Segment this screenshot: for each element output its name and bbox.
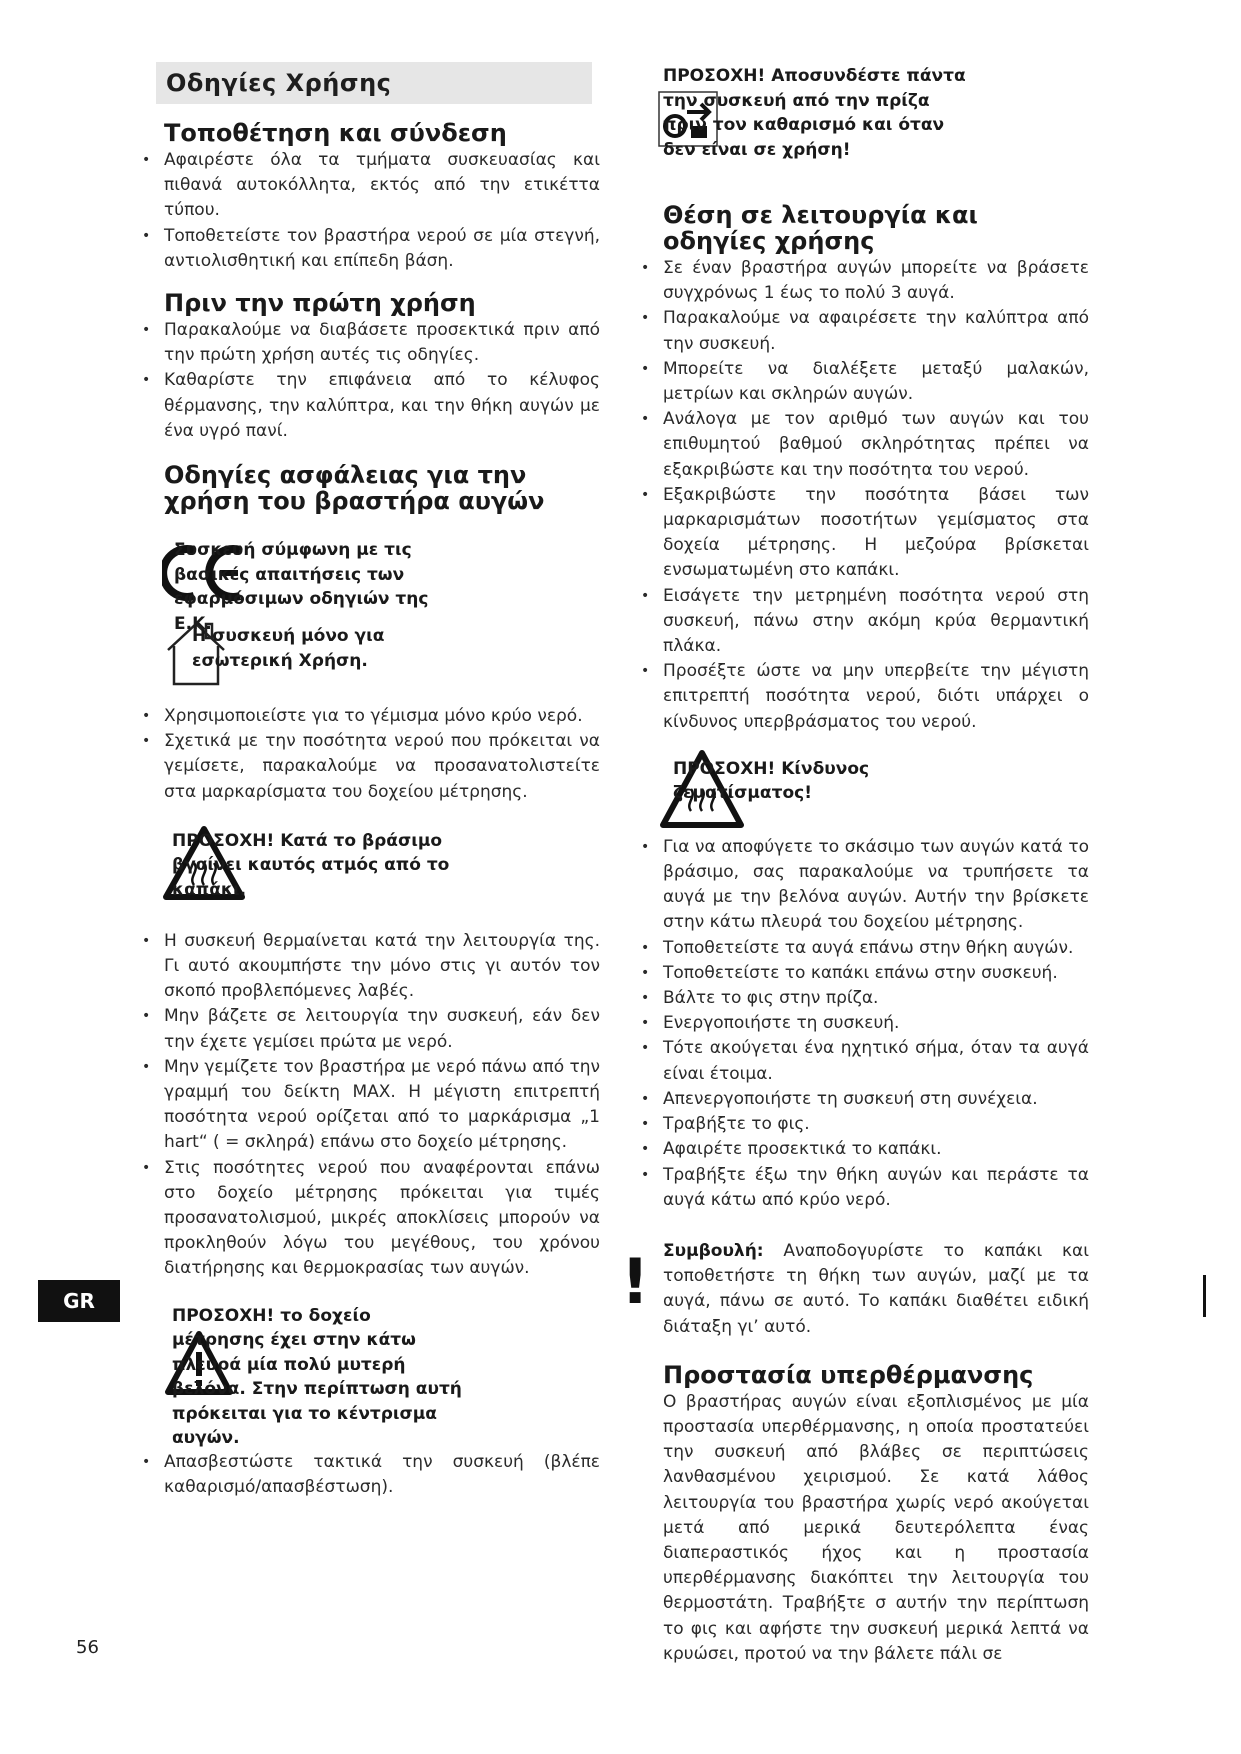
list-item: • Για να αποφύγετε το σκάσιμο των αυγών κατά το βράσιμο, σας παρακαλούμε να τρυπήσετε τα αυγά με την βελόνα αυγών. Αυτήν την βρίσκετε στην κάτω πλευρά του δοχείου μέτρησης. xyxy=(663,835,1089,936)
scald-warning-text: ΠΡΟΣΟΧΗ! Κίνδυνος ζεματίσματος! xyxy=(673,758,870,804)
needle-warning xyxy=(164,1304,600,1449)
heading-operation: Θέση σε λειτουργία και οδηγίες χρήσης xyxy=(663,201,978,255)
tip-paragraph xyxy=(663,1239,1089,1340)
needle-warning-text: ΠΡΟΣΟΧΗ! το δοχείο μέτρησης έχει στην κάτω πλευρά μία πολύ μυτερή βελόνα. Στην περίπτωση αυτή πρόκειται για το κέντρισμα αυγών. xyxy=(172,1305,462,1449)
list-item: • Τοποθετείστε τα αυγά επάνω στην θήκη αυγών. xyxy=(663,936,1089,961)
steam-warning-text: ΠΡΟΣΟΧΗ! Κατά το βράσιμο βγαίνει καυτός ατμός από το καπάκι. xyxy=(172,830,450,900)
steam-warning xyxy=(164,829,600,903)
unplug-warning xyxy=(663,64,1089,182)
list-safety-b xyxy=(164,929,600,1282)
tip-label: Συμβουλή: xyxy=(663,1240,764,1261)
exclamation-icon: ! xyxy=(621,1244,650,1318)
list-item: • Αφαιρέτε προσεκτικά το καπάκι. xyxy=(663,1137,1089,1162)
indoor-notice xyxy=(164,624,600,692)
list-item: • Ενεργοποιήστε τη συσκευή. xyxy=(663,1011,1089,1036)
list-item: • Αφαιρέστε όλα τα τμήματα συσκευασίας και πιθανά αυτοκόλλητα, εκτός από την ετικέττα τύπου. xyxy=(164,148,600,224)
list-item: • Μην γεμίζετε τον βραστήρα με νερό πάνω από την γραμμή του δείκτη MAX. Η μέγιστη επιτρεπτή ποσότητα νερού ορίζεται από το μαρκάρισμα „1 hart“ ( = σκληρά) επάνω στο δοχείο μέτρησης. xyxy=(164,1055,600,1156)
edge-marker xyxy=(1203,1275,1206,1317)
list-item: • Καθαρίστε την επιφάνεια από το κέλυφος θέρμανσης, την καλύπτρα, και την θήκη αυγών με ένα υγρό πανί. xyxy=(164,368,600,444)
list-item: • Σε έναν βραστήρα αυγών μπορείτε να βράσετε συγχρόνως 1 έως το πολύ 3 αυγά. xyxy=(663,256,1089,306)
indoor-text: Η συσκευή μόνο για εσωτερική Χρήση. xyxy=(192,626,385,671)
tip-block xyxy=(621,1239,1089,1340)
list-item: • Απασβεστώστε τακτικά την συσκευή (βλέπε καθαρισμό/απασβέστωση). xyxy=(164,1450,600,1500)
page-number: 56 xyxy=(76,1637,99,1658)
left-column xyxy=(140,62,600,1500)
heading-overheat: Προστασία υπερθέρμανσης xyxy=(663,1360,1034,1389)
overheat-paragraph: Ο βραστήρας αυγών είναι εξοπλισμένος με μία προστασία υπερθέρμανσης, η οποία προστατεύει την συσκευή από βλάβες σε περιπτώσεις λανθασμένου χειρισμού. Σε κατά λάθος λειτουργία του βραστήρα χωρίς νερό ακούγεται μετά από μερικά δευτερόλεπτα ένας διαπεραστικός ήχος και η προστασία υπερθέρμανσης διακόπτει την λειτουργία του θερμοστάτη. Τραβήξτε σ αυτήν την περίπτωση το φις και αφήστε την συσκευή μερικά λεπτά να κρυώσει, προτού να την βάλετε πάλι σε xyxy=(663,1391,1089,1664)
list-item: • Μην βάζετε σε λειτουργία την συσκευή, εάν δεν την έχετε γεμίσει πρώτα με νερό. xyxy=(164,1004,600,1054)
list-item: • Μπορείτε να διαλέξετε μεταξύ μαλακών, μετρίων και σκληρών αυγών. xyxy=(663,357,1089,407)
list-first-use xyxy=(164,318,600,444)
list-item: • Παρακαλούμε να διαβάσετε προσεκτικά πριν από την πρώτη χρήση αυτές τις οδηγίες. xyxy=(164,318,600,368)
scald-warning xyxy=(663,757,1089,835)
list-item: • Εισάγετε την μετρημένη ποσότητα νερού στη συσκευή, πάνω στην ακόμη κρύα θερμαντική πλάκα. xyxy=(663,584,1089,660)
list-safety-c xyxy=(164,1450,600,1500)
right-column xyxy=(621,62,1089,1667)
list-item: • Τραβήξτε έξω την θήκη αυγών και περάστε τα αυγά κάτω από κρύο νερό. xyxy=(663,1163,1089,1213)
list-item: • Χρησιμοποιείστε για το γέμισμα μόνο κρύο νερό. xyxy=(164,704,600,729)
list-item: • Στις ποσότητες νερού που αναφέρονται επάνω στο δοχείο μέτρησης πρόκειται για τιμές προσανατολισμού, μικρές αποκλίσεις μπορούν να προκληθούν λόγω του μεγέθους, του χρόνου διατήρησης και θερμοκρασίας των αυγών. xyxy=(164,1156,600,1282)
language-tab: GR xyxy=(38,1280,120,1322)
list-operation-b xyxy=(663,835,1089,1213)
list-operation xyxy=(663,256,1089,735)
list-item: • Βάλτε το φις στην πρίζα. xyxy=(663,986,1089,1011)
ce-notice xyxy=(164,538,600,634)
list-item: • Εξακριβώστε την ποσότητα βάσει των μαρκαρισμάτων ποσοτήτων γεμίσματος στα δοχεία μέτρησης. Η μεζούρα βρίσκεται ενσωματωμένη στο καπάκι. xyxy=(663,483,1089,584)
list-item: • Απενεργοποιήστε τη συσκευή στη συνέχεια. xyxy=(663,1087,1089,1112)
list-safety-a xyxy=(164,704,600,805)
ce-text: Συσκευή σύμφωνη με τις βασικές απαιτήσεις των εφαρμόσιμων οδηγιών της Ε.Κ. xyxy=(174,540,429,634)
list-item: • Σχετικά με την ποσότητα νερού που πρόκειται να γεμίσετε, παρακαλούμε να προσανατολιστείτε στα μαρκαρίσματα του δοχείου μέτρησης. xyxy=(164,729,600,805)
list-item: • Παρακαλούμε να αφαιρέσετε την καλύπτρα από την συσκευή. xyxy=(663,306,1089,356)
heading-placement: Τοποθέτηση και σύνδεση xyxy=(164,119,507,147)
tip-text: Αναποδογυρίστε το καπάκι και τοποθετήστε τη θήκη των αυγών, μαζί με τα αυγά, πάνω σε αυτό. Το καπάκι διαθέτει ειδική διάταξη γι’ αυτό. xyxy=(663,1240,1089,1337)
list-item: • Τραβήξτε το φις. xyxy=(663,1112,1089,1137)
list-item: • Προσέξτε ώστε να μην υπερβείτε την μέγιστη επιτρεπτή ποσότητα νερού, διότι υπάρχει ο κίνδυνος υπερβράσματος του νερού. xyxy=(663,659,1089,735)
heading-first-use: Πριν την πρώτη χρήση xyxy=(164,289,476,318)
section-header: Οδηγίες Χρήσης xyxy=(156,62,592,104)
list-item: • Η συσκευή θερμαίνεται κατά την λειτουργία της. Γι αυτό ακουμπήστε την μόνο στις γι αυτόν τον σκοπό προβλεπόμενες λαβές. xyxy=(164,929,600,1005)
list-item: • Ανάλογα με τον αριθμό των αυγών και του επιθυμητού βαθμού σκληρότητας πρέπει να εξακριβώστε και την ποσότητα του νερού. xyxy=(663,407,1089,483)
list-item: • Τοποθετείστε τον βραστήρα νερού σε μία στεγνή, αντιολισθητική και επίπεδη βάση. xyxy=(164,224,600,274)
unplug-warning-text: ΠΡΟΣΟΧΗ! Αποσυνδέστε πάντα την συσκευή από την πρίζα πριν τον καθαρισμό και όταν δεν είναι σε χρήση! xyxy=(663,66,966,160)
list-placement xyxy=(164,148,600,274)
list-item: • Τοποθετείστε το καπάκι επάνω στην συσκευή. xyxy=(663,961,1089,986)
heading-safety: Οδηγίες ασφάλειας για την χρήση του βραστήρα αυγών xyxy=(164,461,545,516)
list-item: • Τότε ακούγεται ένα ηχητικό σήμα, όταν τα αυγά είναι έτοιμα. xyxy=(663,1036,1089,1086)
